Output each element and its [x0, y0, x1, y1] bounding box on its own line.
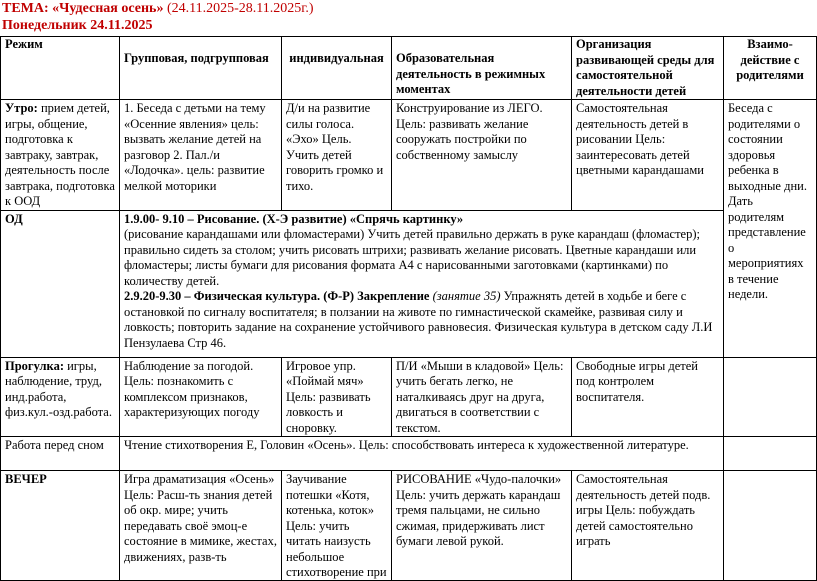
- od-lesson1-title: 1.9.00- 9.10 – Рисование. (Х-Э развитие) «Спрячь картинку»: [124, 211, 464, 226]
- col-header-group: [120, 37, 282, 100]
- theme-title: [2, 0, 314, 17]
- col-header-educational: [392, 37, 572, 100]
- morning-individual-cell: [282, 100, 392, 211]
- morning-group-text: 1. Беседа с детьми на тему «Осенние явления» цель: вызвать желание детей на разговор 2. Пал./и «Лодочка». цель: развитие мелкой моторики: [124, 101, 266, 193]
- col-header-parents: [724, 37, 817, 100]
- od-lesson1-text: (рисование карандашами или фломастерами) Учить детей правильно держать в руке карандаш (фломастер); правильно сидеть за столом; учить рисовать штрихи; развивать желание рисовать. Цветные карандаши или фломастеры; листы бумаги для рисования формата А4 с нарисованными заготовками (картинками) по количеству детей.: [124, 227, 700, 288]
- evening-environment-text: Самостоятельная деятельность детей подв. игры Цель: побуждать детей самостоятельно играть: [576, 472, 711, 548]
- od-lesson2-italic: (занятие 35): [429, 289, 501, 303]
- col-header-mode: [1, 37, 120, 100]
- evening-environment-cell: [572, 471, 724, 581]
- walk-label-bold: Прогулка:: [5, 358, 64, 373]
- walk-individual-text: Игровое упр. «Поймай мяч» Цель: развивать ловкость и сноровку.: [286, 358, 371, 435]
- walk-environment-cell: [572, 357, 724, 437]
- col-header-individual: [282, 37, 392, 100]
- evening-group-text: Игра драматизация «Осень» Цель: Расш-ть знания детей об окр. мире; учить передавать своё эмоц-е состояние в мимике, жестах, движениях, разв-ть: [124, 472, 277, 564]
- col-header-individual-text: индивидуальная: [289, 51, 384, 65]
- day-title: Понедельник 24.11.2025: [2, 18, 153, 33]
- walk-parents-cell: [724, 357, 817, 437]
- morning-label: [1, 100, 120, 211]
- evening-individual-text: Заучивание потешки «Котя, котенька, коток» Цель: учить читать наизусть небольшое стихотворение при: [286, 472, 387, 579]
- evening-group-cell: [120, 471, 282, 581]
- evening-label-text: ВЕЧЕР: [5, 472, 47, 486]
- walk-environment-text: Свободные игры детей под контролем воспитателя.: [576, 358, 698, 404]
- evening-label: [1, 471, 120, 581]
- evening-parents-cell: [724, 471, 817, 581]
- morning-educational-cell: [392, 100, 572, 211]
- morning-label-rest: прием детей, игры, общение, подготовка к завтраку, завтрак, деятельность после завтрака, подготовка к ООД: [5, 101, 115, 208]
- morning-label-bold: Утро:: [5, 101, 38, 115]
- morning-environment-cell: [572, 100, 724, 211]
- walk-group-text: Наблюдение за погодой. Цель: познакомить с комплексом признаков, характеризующих погоду: [124, 358, 260, 419]
- walk-row: [1, 357, 817, 437]
- morning-group-cell: [120, 100, 282, 211]
- sleep-row: [1, 437, 817, 471]
- col-header-environment: [572, 37, 724, 100]
- sleep-label: [1, 437, 120, 471]
- sleep-parents-cell: [724, 437, 817, 471]
- evening-row: [1, 471, 817, 581]
- evening-educational-cell: [392, 471, 572, 581]
- od-content-cell: [120, 210, 724, 357]
- walk-group-cell: [120, 357, 282, 437]
- header-row: [1, 37, 817, 100]
- walk-educational-cell: [392, 357, 572, 437]
- walk-label: [1, 357, 120, 437]
- od-row: [1, 210, 817, 357]
- parents-text: Беседа с родителями о состоянии здоровья ребенка в выходные дни. Дать родителям представление о мероприятиях в течение недели.: [728, 101, 807, 301]
- plan-table: [0, 36, 817, 581]
- theme-label: ТЕМА: «Чудесная осень»: [2, 1, 164, 16]
- evening-individual-cell: [282, 471, 392, 581]
- parents-cell: [724, 100, 817, 358]
- sleep-content-cell: [120, 437, 724, 471]
- col-header-environment-text: Организация развивающей среды для самостоятельной деятельности детей: [576, 37, 715, 98]
- od-label: [1, 210, 120, 357]
- walk-educational-text: П/И «Мыши в кладовой» Цель: учить бегать легко, не наталкиваясь друг на друга, двигаться в соответствии с текстом.: [396, 358, 564, 435]
- walk-label-rest: игры, наблюдение, труд, инд.работа, физ.кул.-озд.работа.: [5, 358, 112, 419]
- morning-environment-text: Самостоятельная деятельность детей в рисовании Цель: заинтересовать детей цветными карандашами: [576, 101, 704, 177]
- col-header-educational-text: Образовательная деятельность в режимных моментах: [396, 51, 546, 96]
- col-header-parents-text: Взаимо-действие с родителями: [736, 37, 804, 82]
- sleep-label-text: Работа перед сном: [5, 438, 104, 452]
- od-lesson2-text: Упражнять детей в ходьбе и беге с остановкой по сигналу воспитателя; в ползании на животе по гимнастической скамейке, развивая силу и ловкость; повторить задание на сохранение устойчивого равновесия. Физическая культура в детском саду Л.И Пензулаева Стр 46.: [124, 289, 713, 350]
- od-label-text: ОД: [5, 211, 23, 226]
- walk-individual-cell: [282, 357, 392, 437]
- morning-educational-text: Конструирование из ЛЕГО. Цель: развивать желание сооружать постройки по собственному замыслу: [396, 101, 543, 162]
- theme-dates: (24.11.2025-28.11.2025г.): [163, 1, 314, 16]
- sleep-content-text: Чтение стихотворения Е, Головин «Осень». Цель: способствовать интереса к художественной литературе.: [124, 438, 689, 452]
- morning-individual-text: Д/и на развитие силы голоса. «Эхо» Цель. Учить детей говорить громко и тихо.: [286, 101, 384, 193]
- evening-educational-text: РИСОВАНИЕ «Чудо-палочки» Цель: учить держать карандаш тремя пальцами, не сильно сжимая, придерживать лист бумаги левой рукой.: [396, 472, 562, 548]
- od-lesson2-title: 2.9.20-9.30 – Физическая культура. (Ф-Р) Закрепление: [124, 289, 430, 303]
- col-header-mode-text: Режим: [5, 37, 43, 51]
- morning-row: [1, 100, 817, 211]
- col-header-group-text: Групповая, подгрупповая: [124, 51, 269, 65]
